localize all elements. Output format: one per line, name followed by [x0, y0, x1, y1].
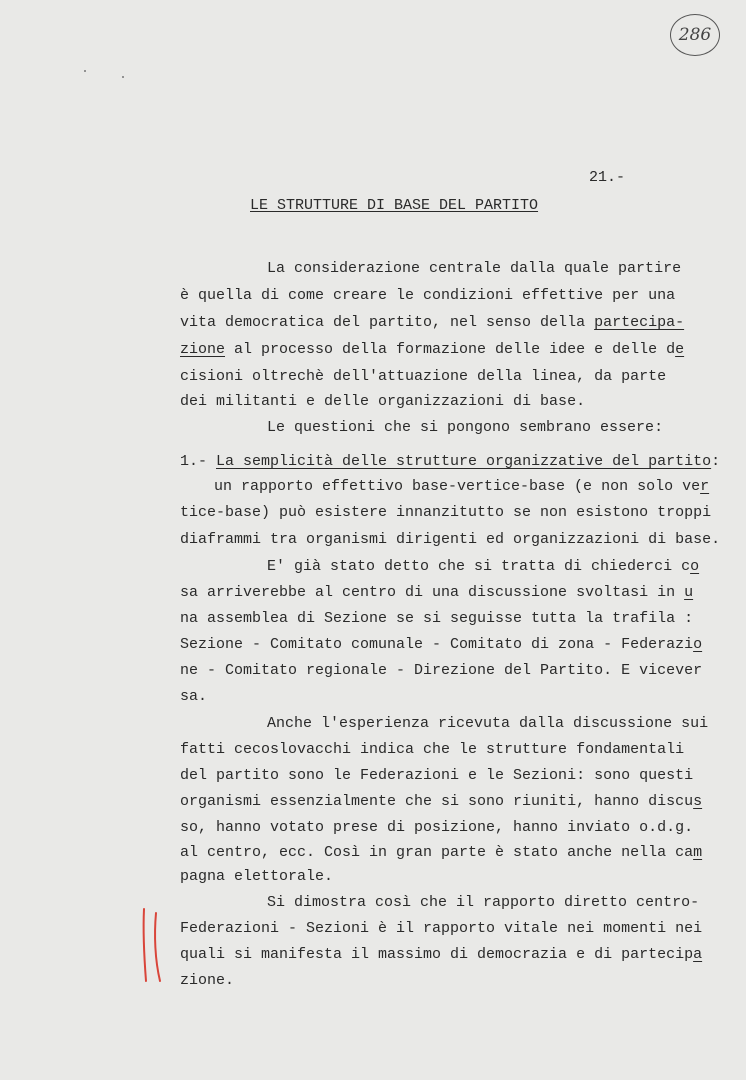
text-line	[180, 453, 720, 470]
text-line	[180, 341, 684, 358]
underlined-letter: u	[684, 584, 694, 601]
underlined-letter: r	[700, 478, 710, 495]
underlined-letter: o	[690, 558, 700, 575]
text-span: sa arriverebbe al centro di una discussione svoltasi in	[180, 584, 685, 601]
document-title: LE STRUTTURE DI BASE DEL PARTITO	[250, 197, 539, 214]
text-line: Anche l'esperienza ricevuta dalla discussione sui	[267, 715, 709, 732]
text-line: è quella di come creare le condizioni effettive per una	[180, 287, 676, 304]
text-line: zione.	[180, 972, 235, 989]
text-span: organismi essenzialmente che si sono riuniti, hanno discu	[180, 793, 694, 810]
page-number: 21.-	[589, 169, 626, 186]
speck	[84, 70, 86, 72]
text-line	[180, 946, 702, 963]
text-span: ne - Comitato regionale - Direzione del Partito. E vicever	[180, 662, 703, 679]
underlined-word: zione	[180, 341, 226, 358]
text-line: tice-base) può esistere innanzitutto se non esistono troppi	[180, 504, 712, 521]
text-span: un rapporto effettivo base-vertice-base (e non solo ve	[214, 478, 701, 495]
underlined-word: partecipa-	[594, 314, 685, 331]
text-line: Federazioni - Sezioni è il rapporto vitale nei momenti nei	[180, 920, 703, 937]
text-line: Le questioni che si pongono sembrano essere:	[267, 419, 664, 436]
underlined-letter: o	[693, 636, 703, 653]
underlined-letter: s	[693, 793, 703, 810]
underlined-letter: m	[693, 844, 703, 861]
text-line	[180, 584, 693, 601]
text-line: so, hanno votato prese di posizione, hanno inviato o.d.g.	[180, 819, 694, 836]
text-span: quali si manifesta il massimo di democrazia e di partecip	[180, 946, 694, 963]
text-line	[267, 558, 699, 575]
red-pencil-mark-icon	[138, 905, 168, 985]
text-line: pagna elettorale.	[180, 868, 334, 885]
text-span: Sezione - Comitato comunale - Comitato di zona - Federazi	[180, 636, 694, 653]
archive-stamp: 286	[670, 14, 720, 56]
underlined-letter: e	[675, 341, 685, 358]
text-line: dei militanti e delle organizzazioni di base.	[180, 393, 586, 410]
text-line: fatti cecoslovacchi indica che le strutture fondamentali	[180, 741, 685, 758]
text-line	[180, 844, 702, 861]
text-line	[180, 662, 702, 679]
text-line: sa.	[180, 688, 208, 705]
speck	[122, 76, 124, 78]
text-line: na assemblea di Sezione se si seguisse tutta la trafila :	[180, 610, 694, 627]
text-line	[180, 793, 702, 810]
text-span: E' già stato detto che si tratta di chiederci c	[267, 558, 691, 575]
text-span: vita democratica del partito, nel senso della	[180, 314, 586, 331]
list-number: 1.-	[180, 453, 217, 470]
text-line	[180, 314, 684, 331]
text-span: al centro, ecc. Così in gran parte è stato anche nella ca	[180, 844, 694, 861]
text-line: La considerazione centrale dalla quale partire	[267, 260, 682, 277]
text-span: :	[711, 453, 721, 470]
text-span: al processo della formazione delle idee e delle d	[225, 341, 676, 358]
text-line	[214, 478, 709, 495]
text-line: del partito sono le Federazioni e le Sezioni: sono questi	[180, 767, 694, 784]
text-line: diaframmi tra organismi dirigenti ed organizzazioni di base.	[180, 531, 721, 548]
text-line: Si dimostra così che il rapporto diretto centro-	[267, 894, 700, 911]
section-heading: La semplicità delle strutture organizzative del partito	[216, 453, 712, 470]
text-line: cisioni oltrechè dell'attuazione della linea, da parte	[180, 368, 667, 385]
underlined-letter: a	[693, 946, 703, 963]
text-line	[180, 636, 702, 653]
